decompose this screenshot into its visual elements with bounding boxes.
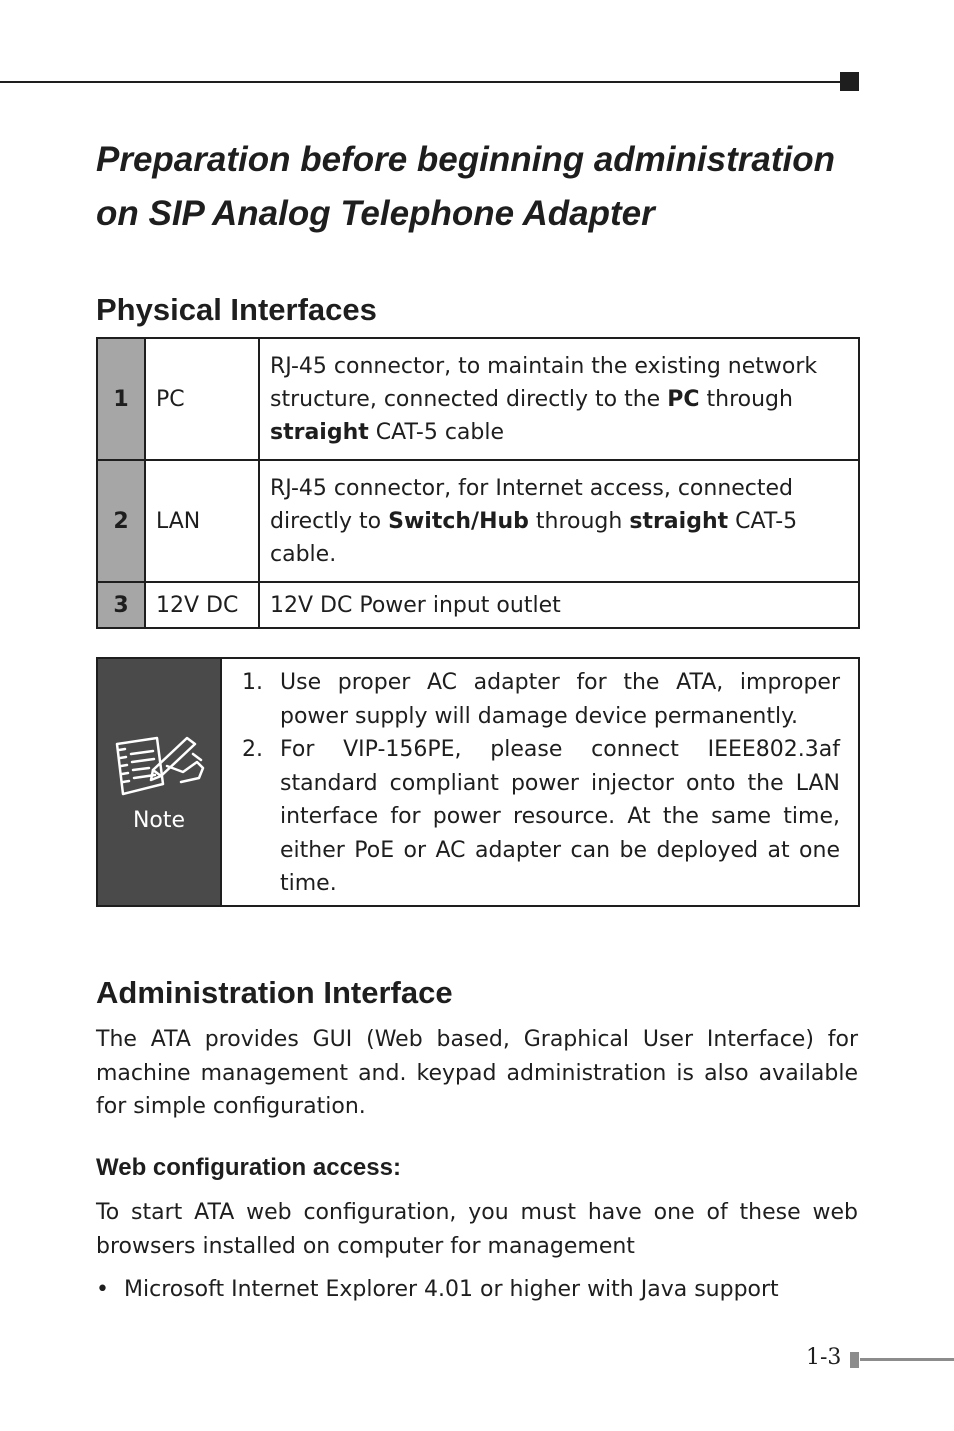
table-row [97, 460, 859, 582]
note-list [222, 659, 858, 905]
table-row [97, 582, 859, 628]
note-pen-icon [111, 732, 207, 806]
interface-description: RJ-45 connector, for Internet access, connected directly to Switch/Hub through straight CAT-5 cable. [259, 460, 859, 582]
page-title: Preparation before beginning administration on SIP Analog Telephone Adapter [96, 140, 835, 233]
list-item: 1. Use proper AC adapter for the ATA, improper power supply will damage device permanently. [242, 670, 840, 729]
list-item [96, 1273, 858, 1306]
footer-marker [850, 1352, 859, 1368]
physical-interfaces-table [96, 337, 860, 629]
physical-interfaces-heading: Physical Interfaces [96, 292, 377, 327]
page-number: 1-3 [806, 1345, 842, 1370]
web-configuration-paragraph: To start ATA web configuration, you must have one of these web browsers installed on computer for management [96, 1200, 858, 1259]
footer-rule [860, 1358, 954, 1361]
administration-paragraph: The ATA provides GUI (Web based, Graphical User Interface) for machine management and. keypad administration is also available for simple configuration. [96, 1027, 858, 1119]
web-configuration-heading: Web configuration access: [96, 1154, 401, 1181]
table-row [97, 338, 859, 460]
bullet-icon: • [96, 1277, 109, 1302]
list-item: 2. For VIP-156PE, please connect IEEE802.3af standard compliant power injector onto the LAN interface for power resource. At the same time, either PoE or AC adapter can be deployed at one time. [242, 737, 840, 896]
note-sidebar [98, 659, 222, 905]
bullet-text: Microsoft Internet Explorer 4.01 or higher with Java support [124, 1277, 779, 1302]
interface-description: 12V DC Power input outlet [259, 582, 859, 628]
note-box [96, 657, 860, 907]
interface-name: PC [145, 338, 259, 460]
interface-name: LAN [145, 460, 259, 582]
row-number: 1 [97, 338, 145, 460]
note-label: Note [132, 807, 186, 833]
header-marker [840, 72, 859, 91]
row-number: 3 [97, 582, 145, 628]
header-rule [0, 81, 842, 83]
administration-interface-heading: Administration Interface [96, 975, 453, 1010]
row-number: 2 [97, 460, 145, 582]
interface-name: 12V DC [145, 582, 259, 628]
interface-description: RJ-45 connector, to maintain the existing network structure, connected directly to the PC through straight CAT-5 cable [259, 338, 859, 460]
